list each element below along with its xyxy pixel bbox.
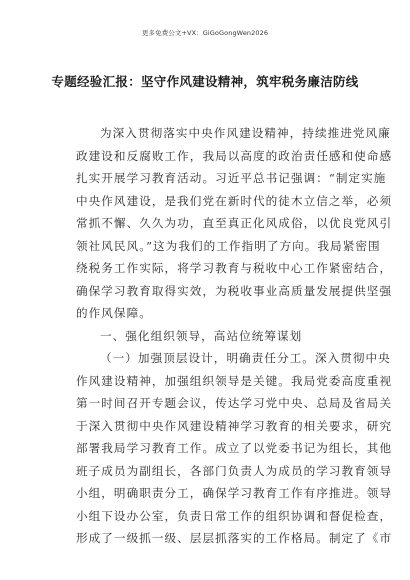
paragraph-line: 第一时间召开专题会议，传达学习党中央、总局及省局关 xyxy=(76,396,393,410)
paragraph-line: 形成了一级抓一级、层层抓落实的工作格局。制定了《市 xyxy=(76,531,393,545)
paragraph-line: 绕税务工作实际，将学习教育与税收中心工作紧密结合， xyxy=(76,261,393,275)
paragraph-line: 为深入贯彻落实中央作风建设精神，持续推进党风廉 xyxy=(100,126,391,140)
document-title: 专题经验汇报：坚守作风建设精神，筑牢税务廉洁防线 xyxy=(51,74,359,89)
paragraph-line: 常抓不懈、久久为功，直至真正化风成俗，以优良党风引 xyxy=(76,216,393,230)
paragraph-line: 小组下设办公室，负责日常工作的组织协调和督促检查， xyxy=(76,508,393,523)
paragraph-line: 扎实开展学习教育活动。习近平总书记强调：“制定实施 xyxy=(76,171,387,185)
document-body xyxy=(76,122,393,550)
paragraph-line: （一）加强顶层设计，明确责任分工。深入贯彻中央 xyxy=(100,351,391,365)
paragraph-line: 政建设和反腐败工作，我局以高度的政治责任感和使命感 xyxy=(76,148,393,163)
paragraph-line: 中央作风建设，是我们党在新时代的徒木立信之举，必须 xyxy=(76,193,393,208)
section-heading: 一、强化组织领导，高站位统筹谋划 xyxy=(100,328,303,343)
paragraph-line: 部署我局学习教育工作。成立了以党委书记为组长，其他 xyxy=(76,441,393,455)
header-note: 更多免费公文+VX：GiGoGongWen2026 xyxy=(141,29,269,37)
paragraph-line: 的作风保障。 xyxy=(76,306,152,320)
paragraph-line: 小组，明确职责分工，确保学习教育工作有序推进。领导 xyxy=(76,486,393,500)
paragraph-line: 确保学习教育取得实效，为税收事业高质量发展提供坚强 xyxy=(76,283,393,298)
paragraph-line: 班子成员为副组长，各部门负责人为成员的学习教育领导 xyxy=(76,463,393,478)
paragraph-line: 于深入贯彻中央作风建设精神学习教育的相关要求，研究 xyxy=(76,418,393,433)
paragraph-line: 作风建设精神，加强组织领导是关键。我局党委高度重视 xyxy=(76,373,393,388)
paragraph-line: 领社风民风。”这为我们的工作指明了方向。我局紧密围 xyxy=(76,238,381,253)
